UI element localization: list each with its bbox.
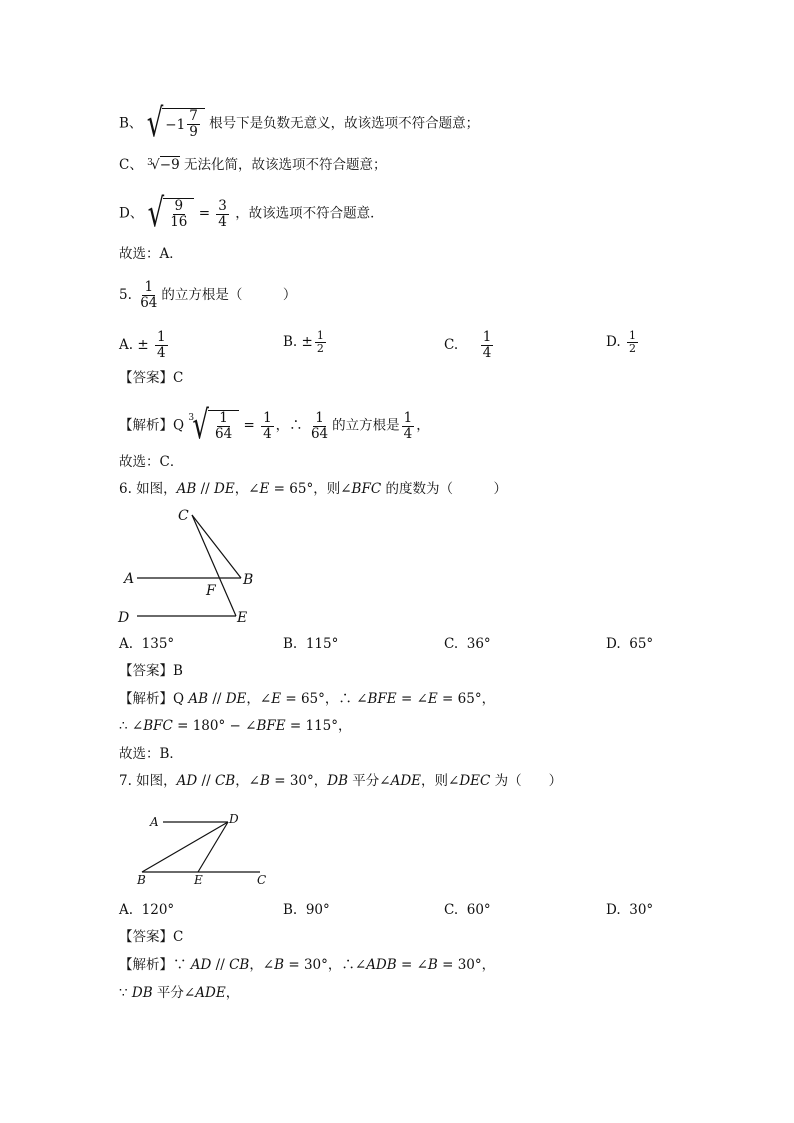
option-d-explanation: D、 √ $\frac{9}{16}$ = $\frac{3}{4}$ ，故该选项不符合题意． [119,191,384,237]
label-d: D [118,610,130,626]
q5-answer: 【答案】C [119,370,184,386]
label-a: A [150,815,159,829]
q6-answer: 【答案】B [119,663,183,679]
line-bd [142,822,228,872]
q6-analysis-line-1: 【解析】Q AB // DE，∠E = 65°，∴ ∠BFE = ∠E = 65°， [119,691,496,707]
label-c: C [178,508,189,524]
q6-analysis-line-2: ∴ ∠BFC = 180° − ∠BFE = 115°， [119,718,352,734]
q7-analysis-line-2: ∵ DB 平分∠ADE， [119,985,240,1001]
label-e: E [194,873,203,887]
q7-analysis-line-1: 【解析】∵ AD // CB，∠B = 30°，∴∠ADB = ∠B = 30°， [119,957,496,973]
label-e: E [237,610,248,626]
q5-option-b[interactable]: B. ± $\frac{1}{2}$ [283,329,324,355]
q6-figure [115,505,275,630]
label-b: B [243,572,254,588]
q7-option-d[interactable]: D. 30° [606,902,654,918]
q6-option-b[interactable]: B. 115° [283,636,339,652]
line-cb [192,515,241,578]
q7-answer: 【答案】C [119,929,184,945]
q7-option-b[interactable]: B. 90° [283,902,330,918]
label-c: C [257,873,267,887]
q5-option-c[interactable]: C. $\frac{1}{4}$ [444,329,492,361]
question-5: 5. $\frac{1}{64}$ 的立方根是（ ） [119,279,297,311]
q6-choose: 故选：B． [119,746,183,762]
q5-option-a[interactable]: A. ± $\frac{1}{4}$ [119,329,166,361]
q5-analysis: 【解析】Q $^3$ √ $\frac{1}{64}$ = $\frac{1}{4}$ ，∴ $\frac{1}{64}$ 的立方根是 $\frac{1}{4}$ ， [119,403,430,449]
q7-option-c[interactable]: C. 60° [444,902,491,918]
option-c-explanation: C、 $^3$ √−9 无法化简，故该选项不符合题意； [119,157,387,173]
square-root: √ −1 $\frac{7}{9}$ [147,108,205,140]
q6-option-d[interactable]: D. 65° [606,636,654,652]
q5-option-d[interactable]: D. $\frac{1}{2}$ [606,329,636,355]
label-a: A [124,571,135,587]
label-d: D [229,812,239,826]
line-ed [198,822,228,872]
square-root: √ $\frac{9}{16}$ [148,198,195,230]
q7-figure [130,808,280,888]
question-7: 7. 如图，AD // CB，∠B = 30°，DB 平分∠ADE，则∠DEC 为（ ） [119,773,563,789]
q5-choose: 故选：C． [119,454,184,470]
label-b: B [137,873,146,887]
question-6: 6. 如图，AB // DE，∠E = 65°，则∠BFC 的度数为（ ） [119,481,507,497]
q7-option-a[interactable]: A. 120° [119,902,175,918]
label-f: F [206,583,216,599]
q6-option-c[interactable]: C. 36° [444,636,491,652]
cube-root: √ $\frac{1}{64}$ [192,410,239,442]
option-b-explanation: B、 √ −1 $\frac{7}{9}$ 根号下是负数无意义，故该选项不符合题意； [119,101,480,147]
line-ce [192,515,236,616]
choose-a: 故选：A． [119,246,183,262]
q6-option-a[interactable]: A. 135° [119,636,175,652]
